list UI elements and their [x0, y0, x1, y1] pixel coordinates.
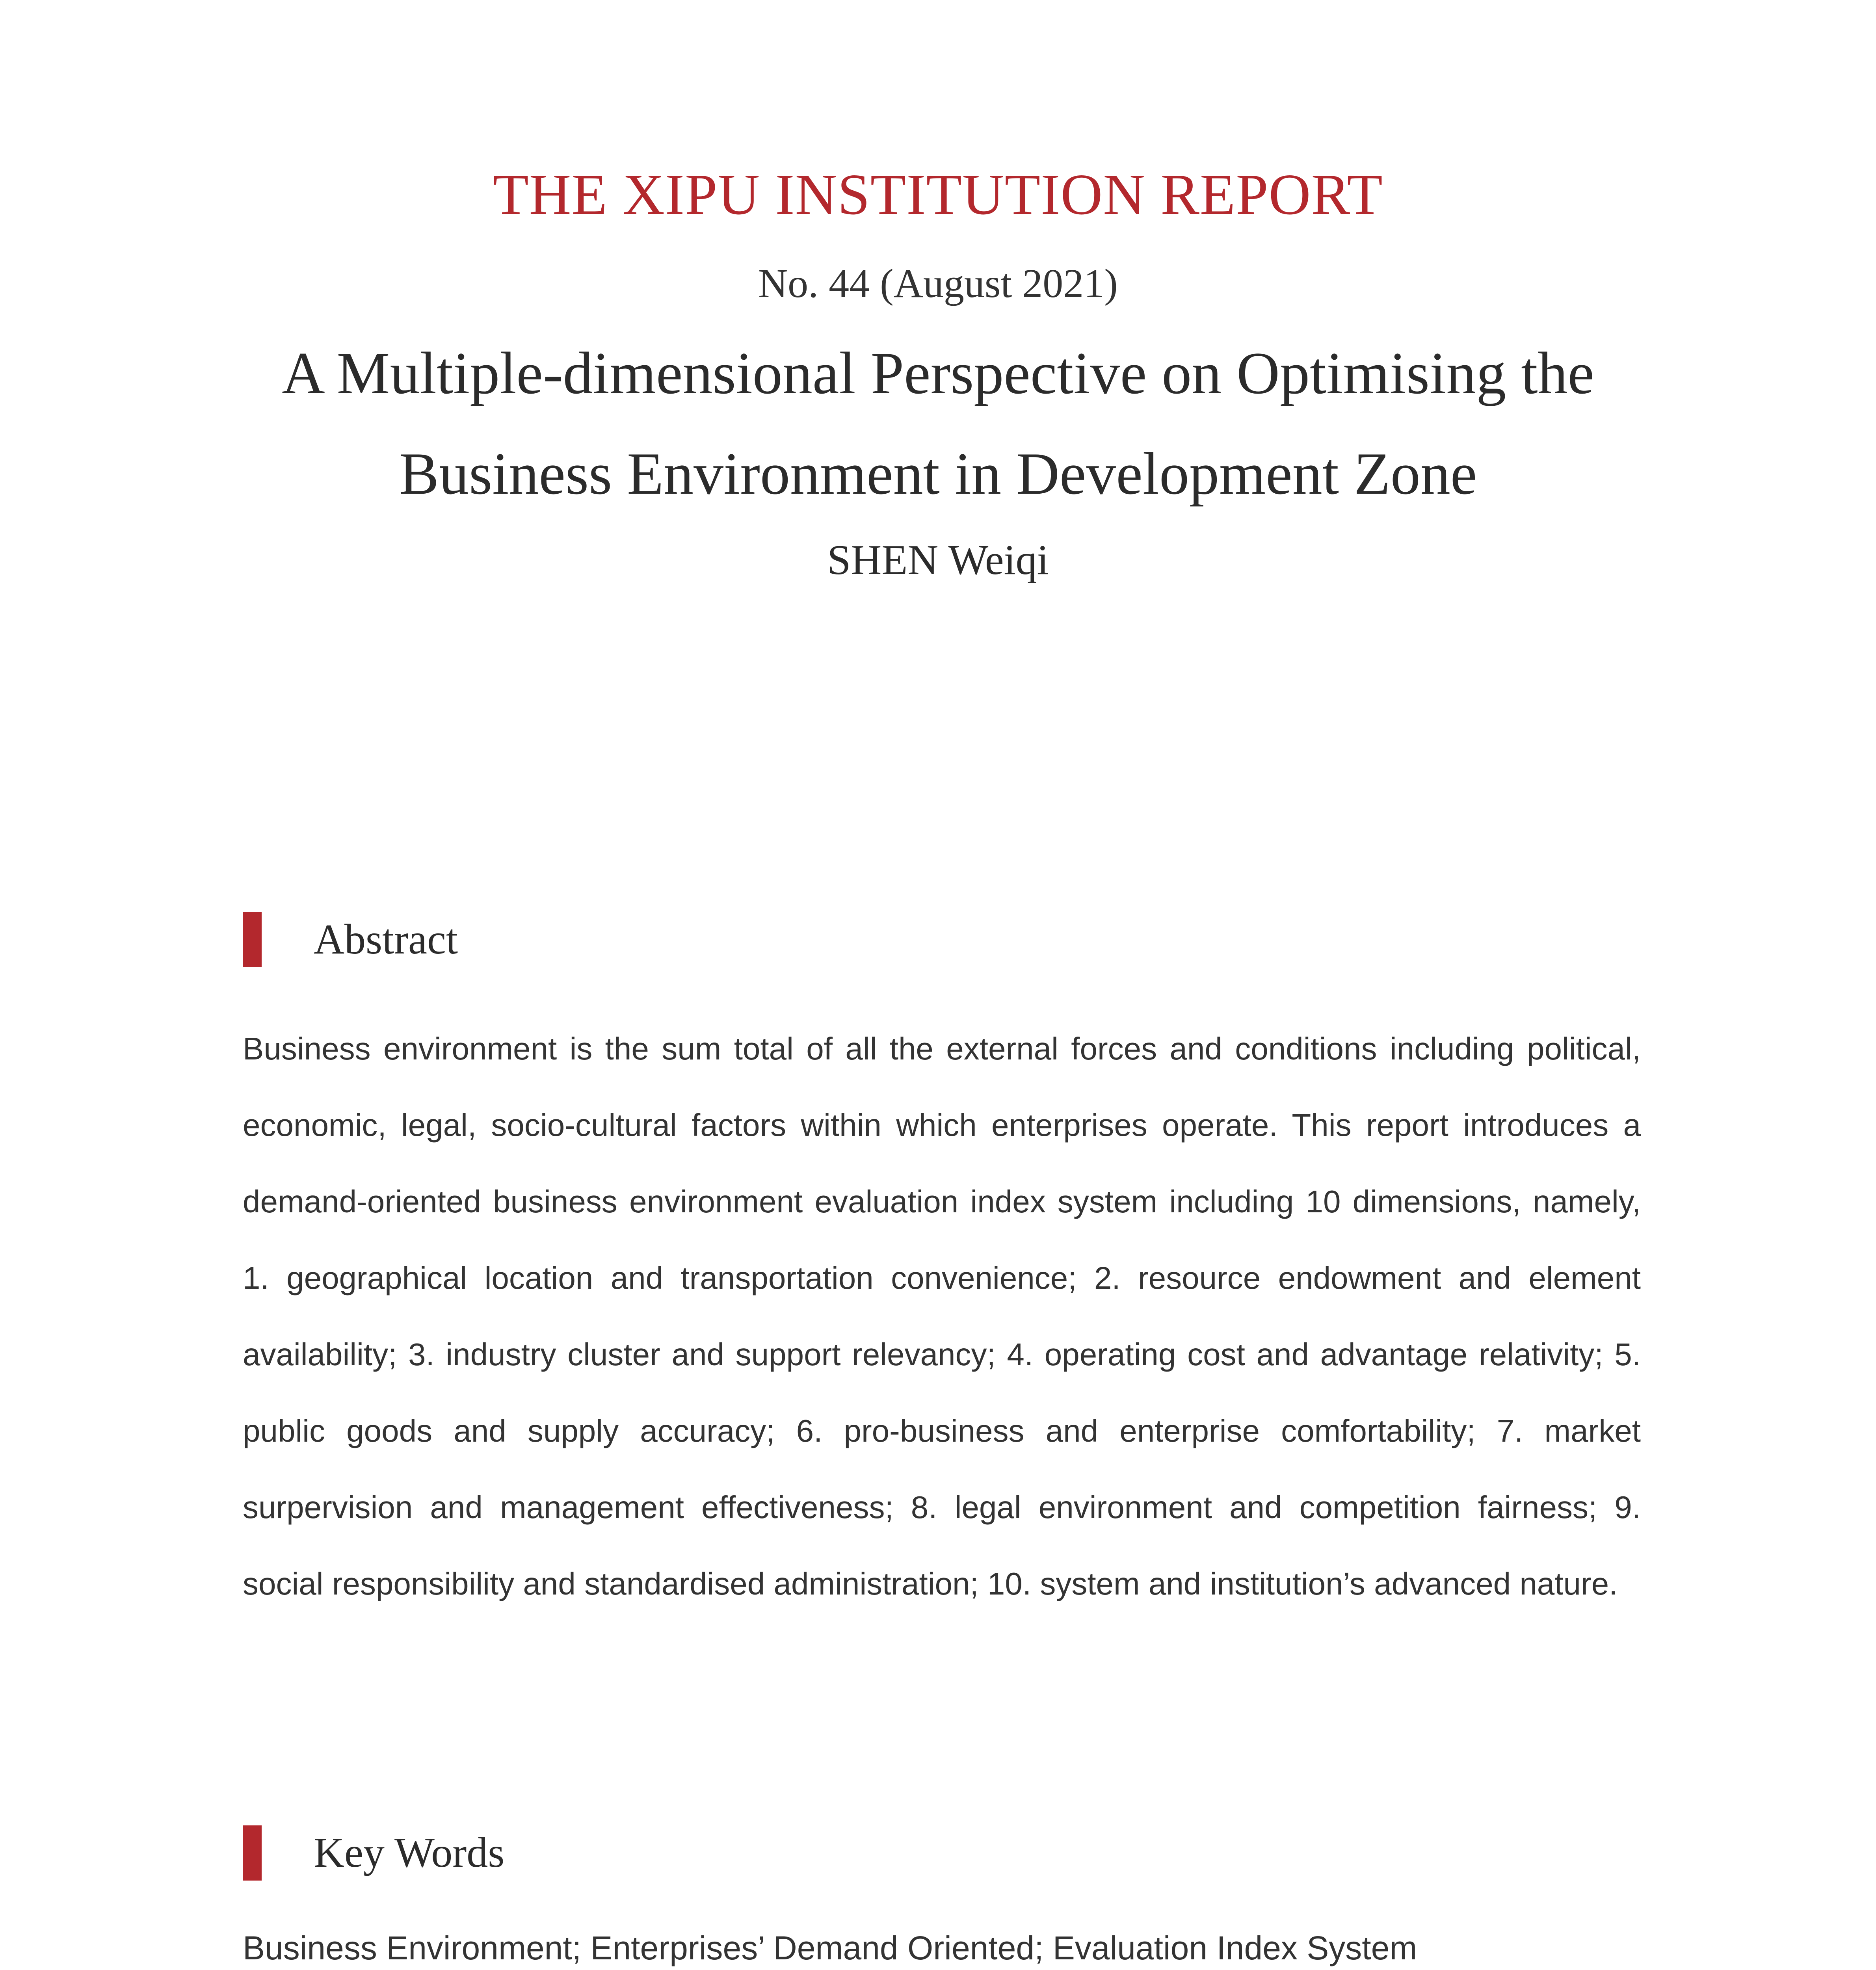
abstract-text: Business environment is the sum total of all the external forces and conditions including political, economic, legal, socio-cultural factors within which enterprises operate. This report introduces a demand-oriented business environment evaluation index system including 10 dimensions, namely, 1. geographical location and transportation convenience; 2. resource endowment and element availability; 3. industry cluster and support relevancy; 4. operating cost and advantage relativity; 5. public goods and supply accuracy; 6. pro-business and enterprise comfortability; 7. market surpervision and management effectiveness; 8. legal environment and competition fairness; 9. social responsibility and standardised administration; 10. system and institution’s advanced nature.: [243, 1031, 1641, 1601]
abstract-heading-label: Abstract: [314, 916, 458, 963]
keywords-heading-label: Key Words: [314, 1829, 505, 1876]
issue-number: No. 44 (August 2021): [758, 261, 1118, 306]
section-marker-bar: [243, 912, 262, 967]
report-title: [0, 323, 1876, 524]
section-marker-bar: [243, 1825, 262, 1881]
keywords-text: Business Environment; Enterprises’ Demand Oriented; Evaluation Index System: [243, 1929, 1417, 1966]
keywords-heading: [243, 1825, 504, 1881]
report-title-line-2: Business Environment in Development Zone: [399, 440, 1477, 507]
abstract-heading: [243, 912, 458, 967]
report-title-line-1: A Multiple-dimensional Perspective on Optimising the: [282, 340, 1594, 406]
author-name: SHEN Weiqi: [827, 537, 1049, 584]
report-series-title: THE XIPU INSTITUTION REPORT: [493, 162, 1383, 227]
